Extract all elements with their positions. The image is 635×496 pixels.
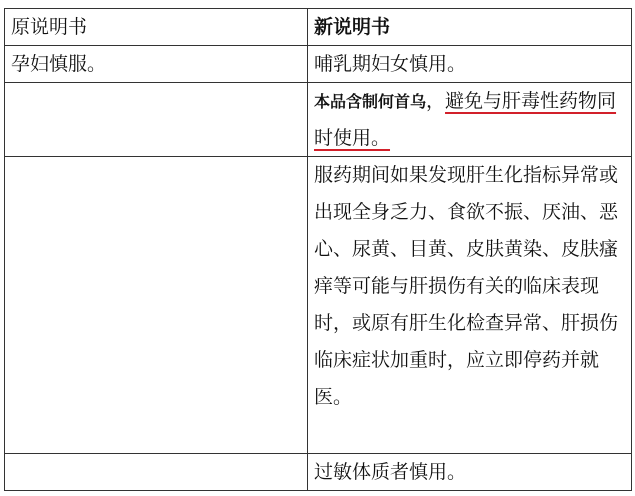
original-cell [5, 454, 308, 491]
underlined-warning-text: 避免与肝毒性药物同时使用。 [314, 90, 617, 149]
table-header-row [5, 9, 632, 46]
original-cell [5, 157, 308, 454]
new-cell: 哺乳期妇女慎用。 [308, 46, 632, 83]
original-cell [5, 83, 308, 157]
comparison-table [4, 8, 632, 491]
new-cell [308, 83, 632, 157]
header-original-instructions: 原说明书 [5, 9, 308, 46]
table-row [5, 157, 632, 454]
new-cell: 服药期间如果发现肝生化指标异常或出现全身乏力、食欲不振、厌油、恶心、尿黄、目黄、皮肤黄染、皮肤瘙痒等可能与肝损伤有关的临床表现时，或原有肝生化检查异常、肝损伤临床症状加重时，应立即停药并就医。 [308, 157, 632, 454]
bold-ingredient-text: 本品含制何首乌 [314, 92, 427, 111]
table-row [5, 83, 632, 157]
comma-text: ， [426, 90, 446, 112]
original-cell: 孕妇慎服。 [5, 46, 308, 83]
table-row [5, 454, 632, 491]
header-new-instructions: 新说明书 [308, 9, 632, 46]
table-row [5, 46, 632, 83]
new-cell: 过敏体质者慎用。 [308, 454, 632, 491]
